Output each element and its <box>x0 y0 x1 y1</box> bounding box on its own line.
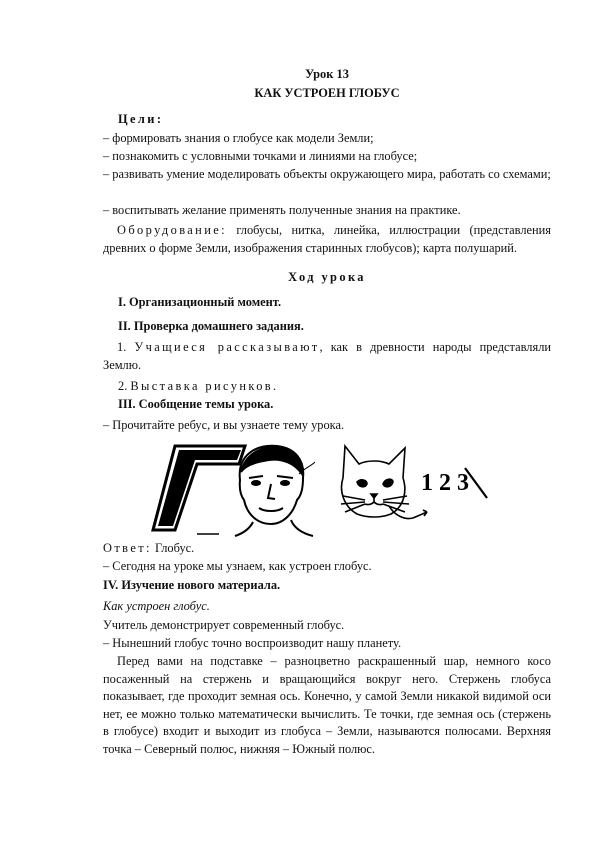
goal-item: – познакомить с условными точками и линиями на глобусе; <box>103 149 418 163</box>
equipment-text: глобусы, нитка, линейка, иллюстрации (представления древних о форме Земли, изображения старинных глобусов); карта полушарий. <box>103 223 551 255</box>
lesson-number: Урок 13 <box>305 67 349 81</box>
answer-paragraph <box>103 540 551 558</box>
head-drawing <box>235 446 315 536</box>
section-organizational: I. Организационный момент. <box>118 295 282 309</box>
lesson-title: КАК УСТРОЕН ГЛОБУС <box>254 86 400 100</box>
item-number: 1. <box>117 340 135 354</box>
answer-text: Глобус. <box>151 541 195 555</box>
rebus-prompt: – Прочитайте ребус, и вы узнаете тему урока. <box>103 418 345 432</box>
goals-heading: Цели: <box>118 112 164 126</box>
goal-item: – развивать умение моделировать объекты окружающего мира, работать со схемами; <box>103 167 551 181</box>
letter-g-image <box>153 446 245 534</box>
goal-item: – воспитывать желание применять полученные знания на практике. <box>103 203 461 217</box>
subheading: Как устроен глобус. <box>103 599 210 613</box>
homework-item-2 <box>118 378 566 396</box>
today-text: – Сегодня на уроке мы узнаем, как устроен глобус. <box>103 559 372 573</box>
rebus-digits: 1 2 3 <box>421 470 469 496</box>
homework-item-1 <box>103 339 551 374</box>
item-label: Выставка рисунков. <box>130 379 279 393</box>
item-number: 2. <box>118 379 131 393</box>
answer-label: Ответ: <box>103 541 152 555</box>
equipment-label: Оборудование: <box>117 223 227 237</box>
item-label: Учащиеся рассказывают <box>134 340 320 354</box>
rebus-image <box>145 438 495 538</box>
teacher-text: Учитель демонстрирует современный глобус. <box>103 618 345 632</box>
course-heading: Ход урока <box>288 270 366 284</box>
item-text: , как в древности народы представляли Землю. <box>103 340 552 372</box>
main-paragraph: Перед вами на подставке – разноцветно раскрашенный шар, немного косо посаженный на стержень и вращающийся вокруг него. Стержень глобуса показывает, где проходит земная ось. Конечно, у самой Земли никакой видимой оси нет, ее можно только математически вычислить. Те точки, где земная ось (стержень в глобусе) входит и выходит из глобуса – Земли, называются полюсами. Верхняя точка – Северный полюс, нижняя – Южный полюс. <box>103 654 551 756</box>
equipment-paragraph <box>103 222 551 257</box>
cat-drawing <box>341 446 427 519</box>
goal-item: – формировать знания о глобусе как модели Земли; <box>103 131 374 145</box>
quote-text: – Нынешний глобус точно воспроизводит нашу планету. <box>103 636 402 650</box>
section-homework: II. Проверка домашнего задания. <box>118 319 304 333</box>
section-new-material: IV. Изучение нового материала. <box>103 578 281 592</box>
section-topic: III. Сообщение темы урока. <box>118 397 274 411</box>
